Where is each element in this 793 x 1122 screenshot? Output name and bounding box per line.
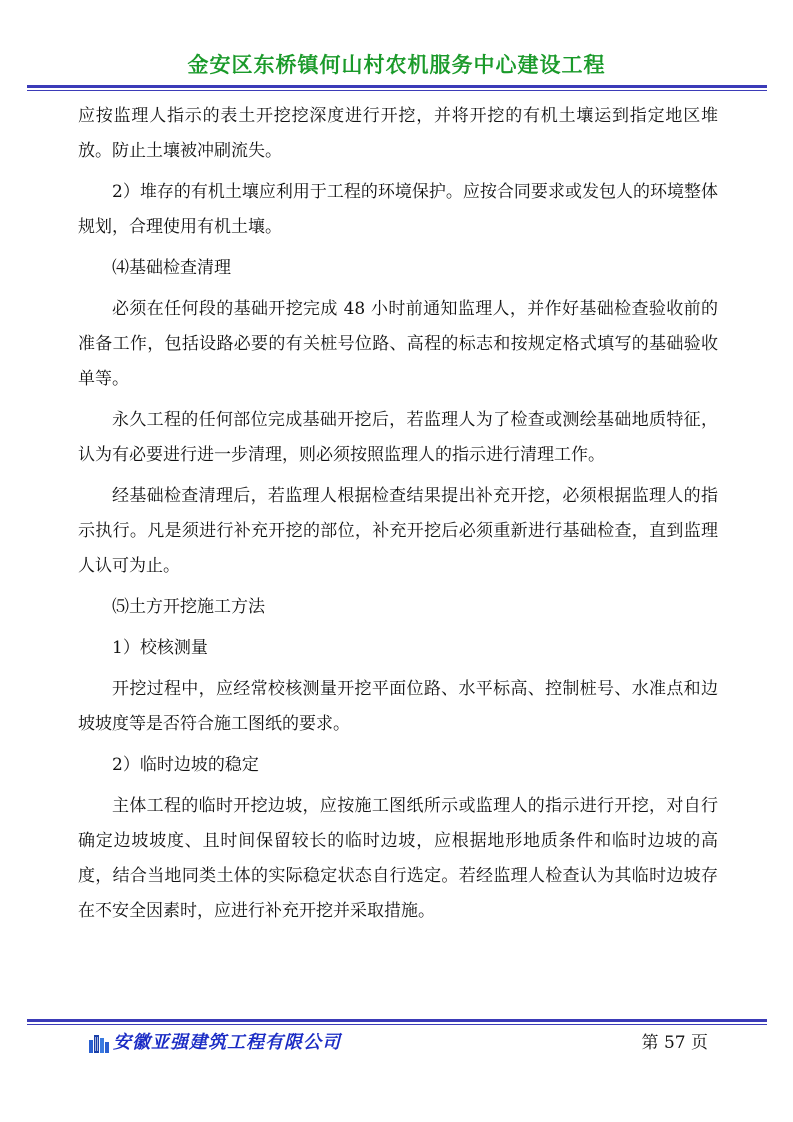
paragraph: 主体工程的临时开挖边坡，应按施工图纸所示或监理人的指示进行开挖，对自行确定边坡坡度、且时间保留较长的临时边坡，应根据地形地质条件和临时边坡的高度，结合当地同类土体的实际稳定状态自行选定。若经监理人检查认为其临时边坡存在不安全因素时，应进行补充开挖并采取措施。: [78, 796, 718, 921]
paragraph: 必须在任何段的基础开挖完成 48 小时前通知监理人，并作好基础检查验收前的准备工作，包括设路必要的有关桩号位路、高程的标志和按规定格式填写的基础验收单等。: [78, 299, 718, 389]
document-body: [78, 99, 718, 935]
paragraph: 开挖过程中，应经常校核测量开挖平面位路、水平标高、控制桩号、水准点和边坡坡度等是否符合施工图纸的要求。: [78, 679, 718, 734]
footer-divider: [27, 1019, 767, 1025]
paragraph: 经基础检查清理后，若监理人根据检查结果提出补充开挖，必须根据监理人的指示执行。凡是须进行补充开挖的部位，补充开挖后必须重新进行基础检查，直到监理人认可为止。: [78, 486, 718, 576]
header-divider: [27, 85, 767, 91]
page-number: 第 57 页: [641, 1033, 708, 1053]
building-logo-icon: [88, 1032, 110, 1054]
paragraph: 2）堆存的有机土壤应利用于工程的环境保护。应按合同要求或发包人的环境整体规划，合理使用有机土壤。: [78, 182, 718, 237]
page-footer: [88, 1030, 728, 1058]
section-heading: ⑸土方开挖施工方法: [112, 597, 265, 617]
subsection-heading: 2）临时边坡的稳定: [112, 755, 259, 775]
subsection-heading: 1）校核测量: [112, 638, 208, 658]
paragraph: 永久工程的任何部位完成基础开挖后，若监理人为了检查或测绘基础地质特征，认为有必要进行进一步清理，则必须按照监理人的指示进行清理工作。: [78, 410, 718, 465]
company-name: 安徽亚强建筑工程有限公司: [113, 1032, 341, 1053]
page-header: [0, 50, 793, 80]
section-heading: ⑷基础检查清理: [112, 258, 231, 278]
document-header-title: 金安区东桥镇何山村农机服务中心建设工程: [187, 53, 606, 77]
paragraph: 应按监理人指示的表土开挖挖深度进行开挖，并将开挖的有机土壤运到指定地区堆放。防止土壤被冲刷流失。: [78, 106, 718, 161]
